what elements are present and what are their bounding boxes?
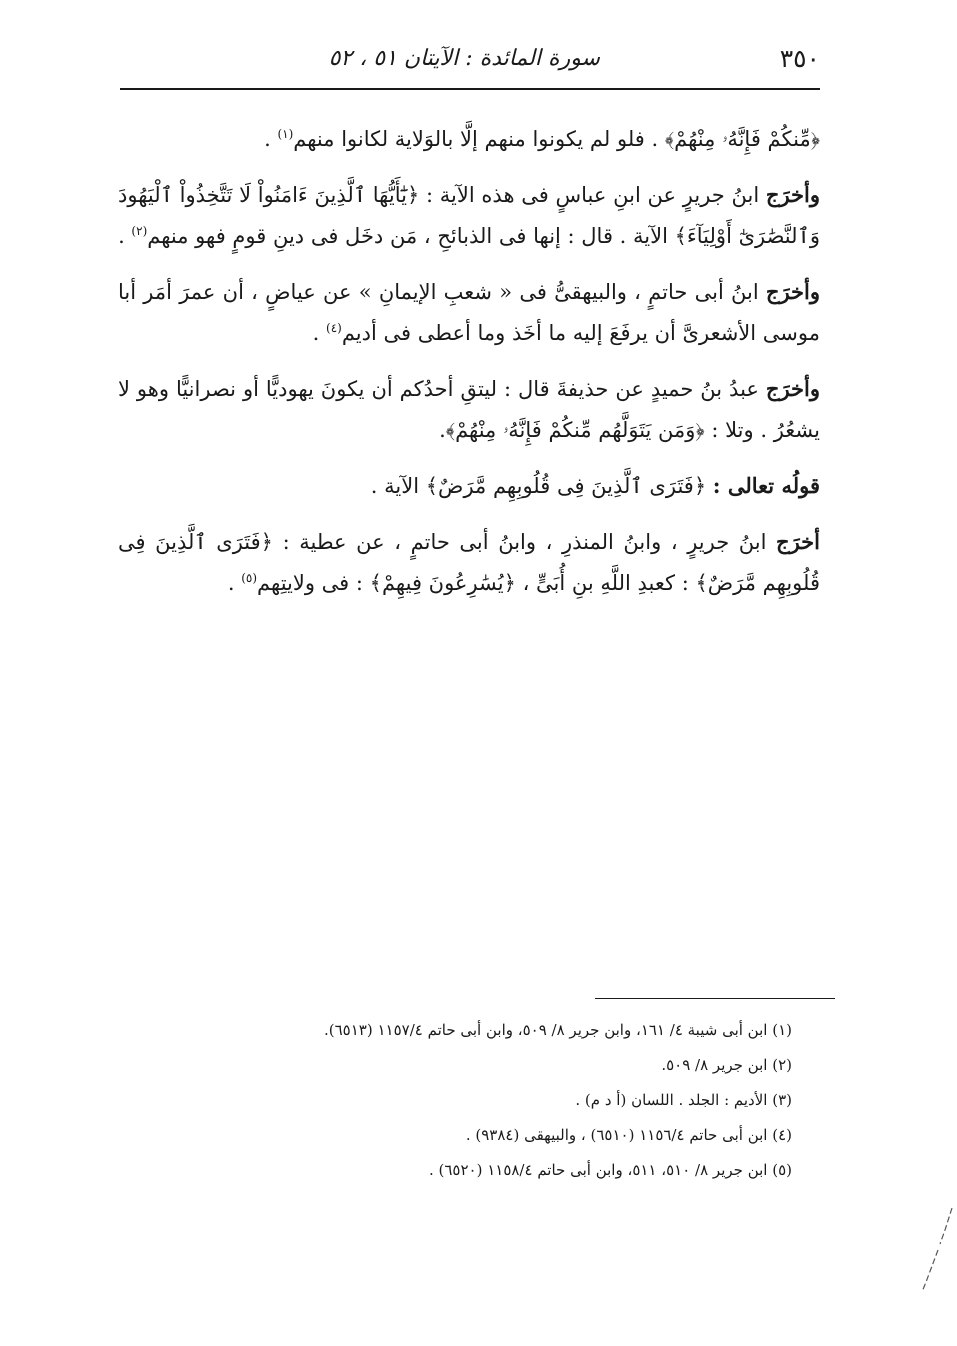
paragraph-end: . [227, 571, 242, 595]
footnote-4: (٤) ابن أبى حاتم ١١٥٦/٤ (٦٥١٠) ، والبيهقى (٩٣٨٤) . [465, 1126, 792, 1144]
paragraph-6 [118, 521, 820, 604]
paragraph-4 [118, 368, 820, 451]
paragraph-1 [118, 118, 820, 160]
paragraph-lead: وأخرَج [765, 182, 820, 207]
paragraph-2 [118, 174, 820, 257]
footnote-1: (١) ابن أبى شيبة ٤/ ١٦١، وابن جرير ٨/ ٥٠٩، وابن أبى حاتم ١١٥٧/٤ (٦٥١٣). [324, 1021, 792, 1039]
paragraph-end: . [312, 321, 326, 345]
paragraph-lead: وأخرَج [765, 376, 820, 401]
footnote-2: (٢) ابن جرير ٨/ ٥٠٩. [661, 1056, 792, 1074]
paragraph-text: عبدُ بنُ حميدٍ عن حذيفةَ قال : ليتقِ أحدُكم أن يكونَ يهوديًّا أو نصرانيًّا وهو لا يشعُرُ . وتلا : ﴿وَمَن يَتَوَلَّهُم مِّنكُمْ فَإِنَّهُۥ مِنْهُمْ﴾ [118, 377, 820, 442]
paragraph-text: ﴿مِّنكُمْ فَإِنَّهُۥ مِنْهُمْ﴾ . فلو لم يكونوا منهم إلَّا بالوَلاية لكانوا منهم [293, 127, 820, 151]
running-title: سورة المائدة : الآيتان ٥١ ، ٥٢ [328, 46, 600, 71]
section-heading [118, 465, 820, 507]
paragraph-lead: وأخرَج [765, 279, 820, 304]
paragraph-text: ابنُ جريرٍ ، وابنُ المنذرِ ، وابنُ أبى حاتمٍ ، عن عطية : ﴿فَتَرَى ٱلَّذِينَ فِى قُلُوبِهِم مَّرَضٌ﴾ : كعبدِ اللَّهِ بنِ أُبَىٍّ ، ﴿يُسَٰرِعُونَ فِيهِمْ﴾ : فى ولايتِهم [118, 530, 820, 595]
paragraph-lead: أخرَج [776, 529, 820, 554]
footnote-3: (٣) الأديم : الجلد . اللسان (أ د م) . [575, 1091, 792, 1109]
footnote-5: (٥) ابن جرير ٨/ ٥١٠، ٥١١، وابن أبى حاتم ١١٥٨/٤ (٦٥٢٠) . [428, 1161, 792, 1179]
paragraph-3 [118, 271, 820, 354]
pen-mark-scribble [918, 1200, 957, 1300]
main-text [118, 118, 820, 618]
paragraph-text: ابنُ أبى حاتمٍ ، والبيهقىُّ فى « شعبِ الإيمانِ » عن عياضٍ ، أن عمرَ أمَر أبا موسى الأشعرىَّ أن يرفَعَ إليه ما أخَذ وما أعطى فى أديم [118, 280, 820, 345]
paragraph-end: . [370, 474, 385, 498]
header-rule [120, 88, 820, 90]
footnote-marker: (٤) [326, 321, 342, 335]
page-header [120, 44, 820, 84]
page-number: ٣٥٠ [779, 44, 820, 73]
paragraph-text: ابنُ جريرٍ عن ابنِ عباسٍ فى هذه الآية : ﴿يَٰٓأَيُّهَا ٱلَّذِينَ ءَامَنُواْ لَا تَتَّخِذُواْ ٱلْيَهُودَ وَٱلنَّصَٰرَىٰٓ أَوْلِيَآءَ﴾ الآية . قال : إنها فى الذبائحِ ، مَن دخَل فى دينِ قومٍ فهو منهم [118, 183, 820, 248]
paragraph-lead: قولُه تعالى : [712, 473, 820, 498]
footnote-marker: (٢) [131, 224, 148, 238]
footnote-marker: (١) [277, 127, 294, 141]
paragraph-end: . [118, 224, 132, 248]
footnote-marker: (٥) [241, 571, 258, 585]
paragraph-end: . [439, 418, 446, 442]
paragraph-text: ﴿فَتَرَى ٱلَّذِينَ فِى قُلُوبِهِم مَّرَضٌ﴾ الآية [384, 474, 713, 498]
footnote-rule [595, 998, 835, 999]
paragraph-end: . [264, 127, 278, 151]
footnotes [142, 1013, 792, 1188]
